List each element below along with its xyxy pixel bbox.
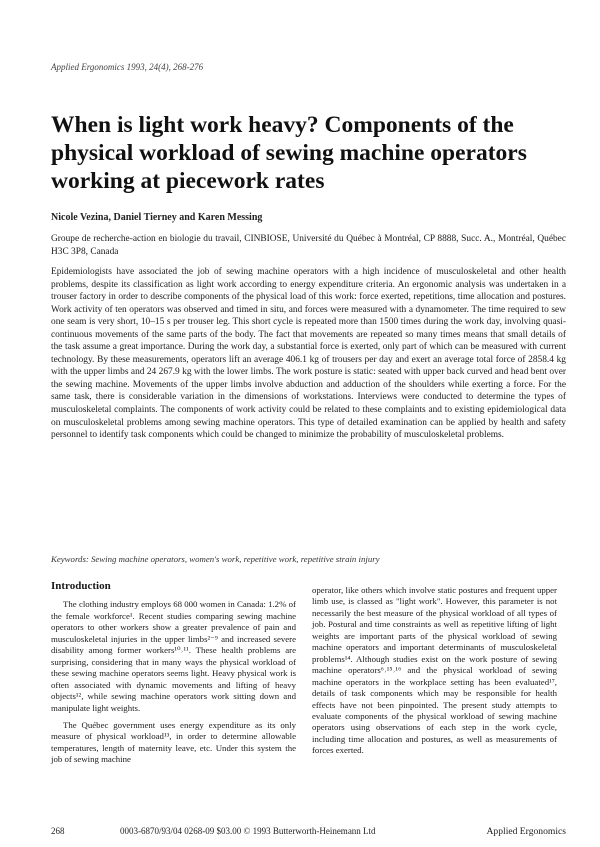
- page-number: 268: [51, 826, 65, 836]
- copyright-line: 0003-6870/93/04 0268-09 $03.00 © 1993 Butterworth-Heinemann Ltd: [120, 826, 376, 836]
- section-heading-introduction: Introduction: [51, 580, 111, 592]
- article-title: When is light work heavy? Components of the physical workload of sewing machine operators working at piecework rates: [51, 112, 527, 194]
- body-paragraph: The Québec government uses energy expenditure as its only measure of physical workload¹³, in order to determine allowable temperatures, length of maternity leave, etc. Under this system the job of sewing machine: [51, 719, 296, 765]
- body-paragraph: operator, like others which involve static postures and frequent upper limb use, is classed as "light work". However, this parameter is not necessarily the best measure of the physical workload of all types of job. Postural and time constraints as well as repetitive lifting of light weights are important parts of the physical workload of sewing machine operators and important determinants of musculoskeletal problems¹⁴. Although studies exist on the work posture of sewing machine operators⁶˒¹⁵˒¹⁶ and the physical workload of sewing machine operators in the workplace setting has been evaluated¹⁷, details of task components which may be responsible for health effects have not been pinpointed. The present study attempts to evaluate components of the physical workload of sewing machine operators using observations of each step in the work cycle, including time allocation and postures, as well as measurements of forces exerted.: [312, 585, 557, 756]
- body-column-left: [51, 581, 296, 766]
- journal-name: Applied Ergonomics: [486, 826, 566, 837]
- keywords: Keywords: Sewing machine operators, women's work, repetitive work, repetitive strain injury: [51, 554, 380, 564]
- abstract: Epidemiologists have associated the job of sewing machine operators with a high incidence of musculoskeletal and other health problems, despite its classification as light work according to energy expenditure criteria. An ergonomic analysis was undertaken in a trouser factory in order to describe components of the physical load of this work: force exerted, repetitions, time allocation and postures. Work activity of ten operators was observed and timed in situ, and forces were measured with a dynamometer. The time required to sew one seam is very short, 10–15 s per trouser leg. This short cycle is repeated more than 1500 times during the work day, involving quasi-continuous movements of the same parts of the body. The fact that movements are repeated so many times means that small details of the task assume a great importance. During the work day, a substantial force is exerted, only part of which can be measured with current technology. By these measurements, operators lift an average 406.1 kg of trousers per day and exert an average total force of 2858.4 kg with the upper limbs and 24 267.9 kg with the lower limbs. The work posture is static: seated with upper back curved and head bent over the sewing machine. Movements of the upper limbs involve abduction and adduction of the shoulders while exerting a force. For the same task, there is considerable variation in the dimensions of workstations. Interviews were conducted to determine the types of musculoskeletal complaints. The components of work activity could be related to these complaints and to existing epidemiological data on musculoskeletal problems among sewing machine operators. This type of detailed examination can be applied by health and safety personnel to identify task components which could be changed to minimize the probability of musculoskeletal problems.: [51, 267, 566, 441]
- author-affiliation: Groupe de recherche-action en biologie du travail, CINBIOSE, Université du Québec à Montréal, CP 8888, Succ. A., Montréal, Québec H3C 3P8, Canada: [51, 234, 566, 257]
- body-column-right: [312, 585, 557, 757]
- journal-citation: Applied Ergonomics 1993, 24(4), 268-276: [51, 62, 204, 72]
- body-paragraph: The clothing industry employs 68 000 women in Canada: 1.2% of the female workforce¹. Recent studies comparing sewing machine operators to other workers show a greater prevalence of pain and musculoskeletal injuries in the upper limbs²⁻⁹ and increased severe disability among former workers¹⁰˒¹¹. These health problems are surprising, considering that in many ways the physical workload of these sewing machine operators seems light. Heavy physical work is often associated with dynamic movements and lifting of heavy objects¹², while sewing machine operators work sitting down and manipulate light weights.: [51, 599, 296, 713]
- author-list: Nicole Vezina, Daniel Tierney and Karen Messing: [51, 212, 263, 223]
